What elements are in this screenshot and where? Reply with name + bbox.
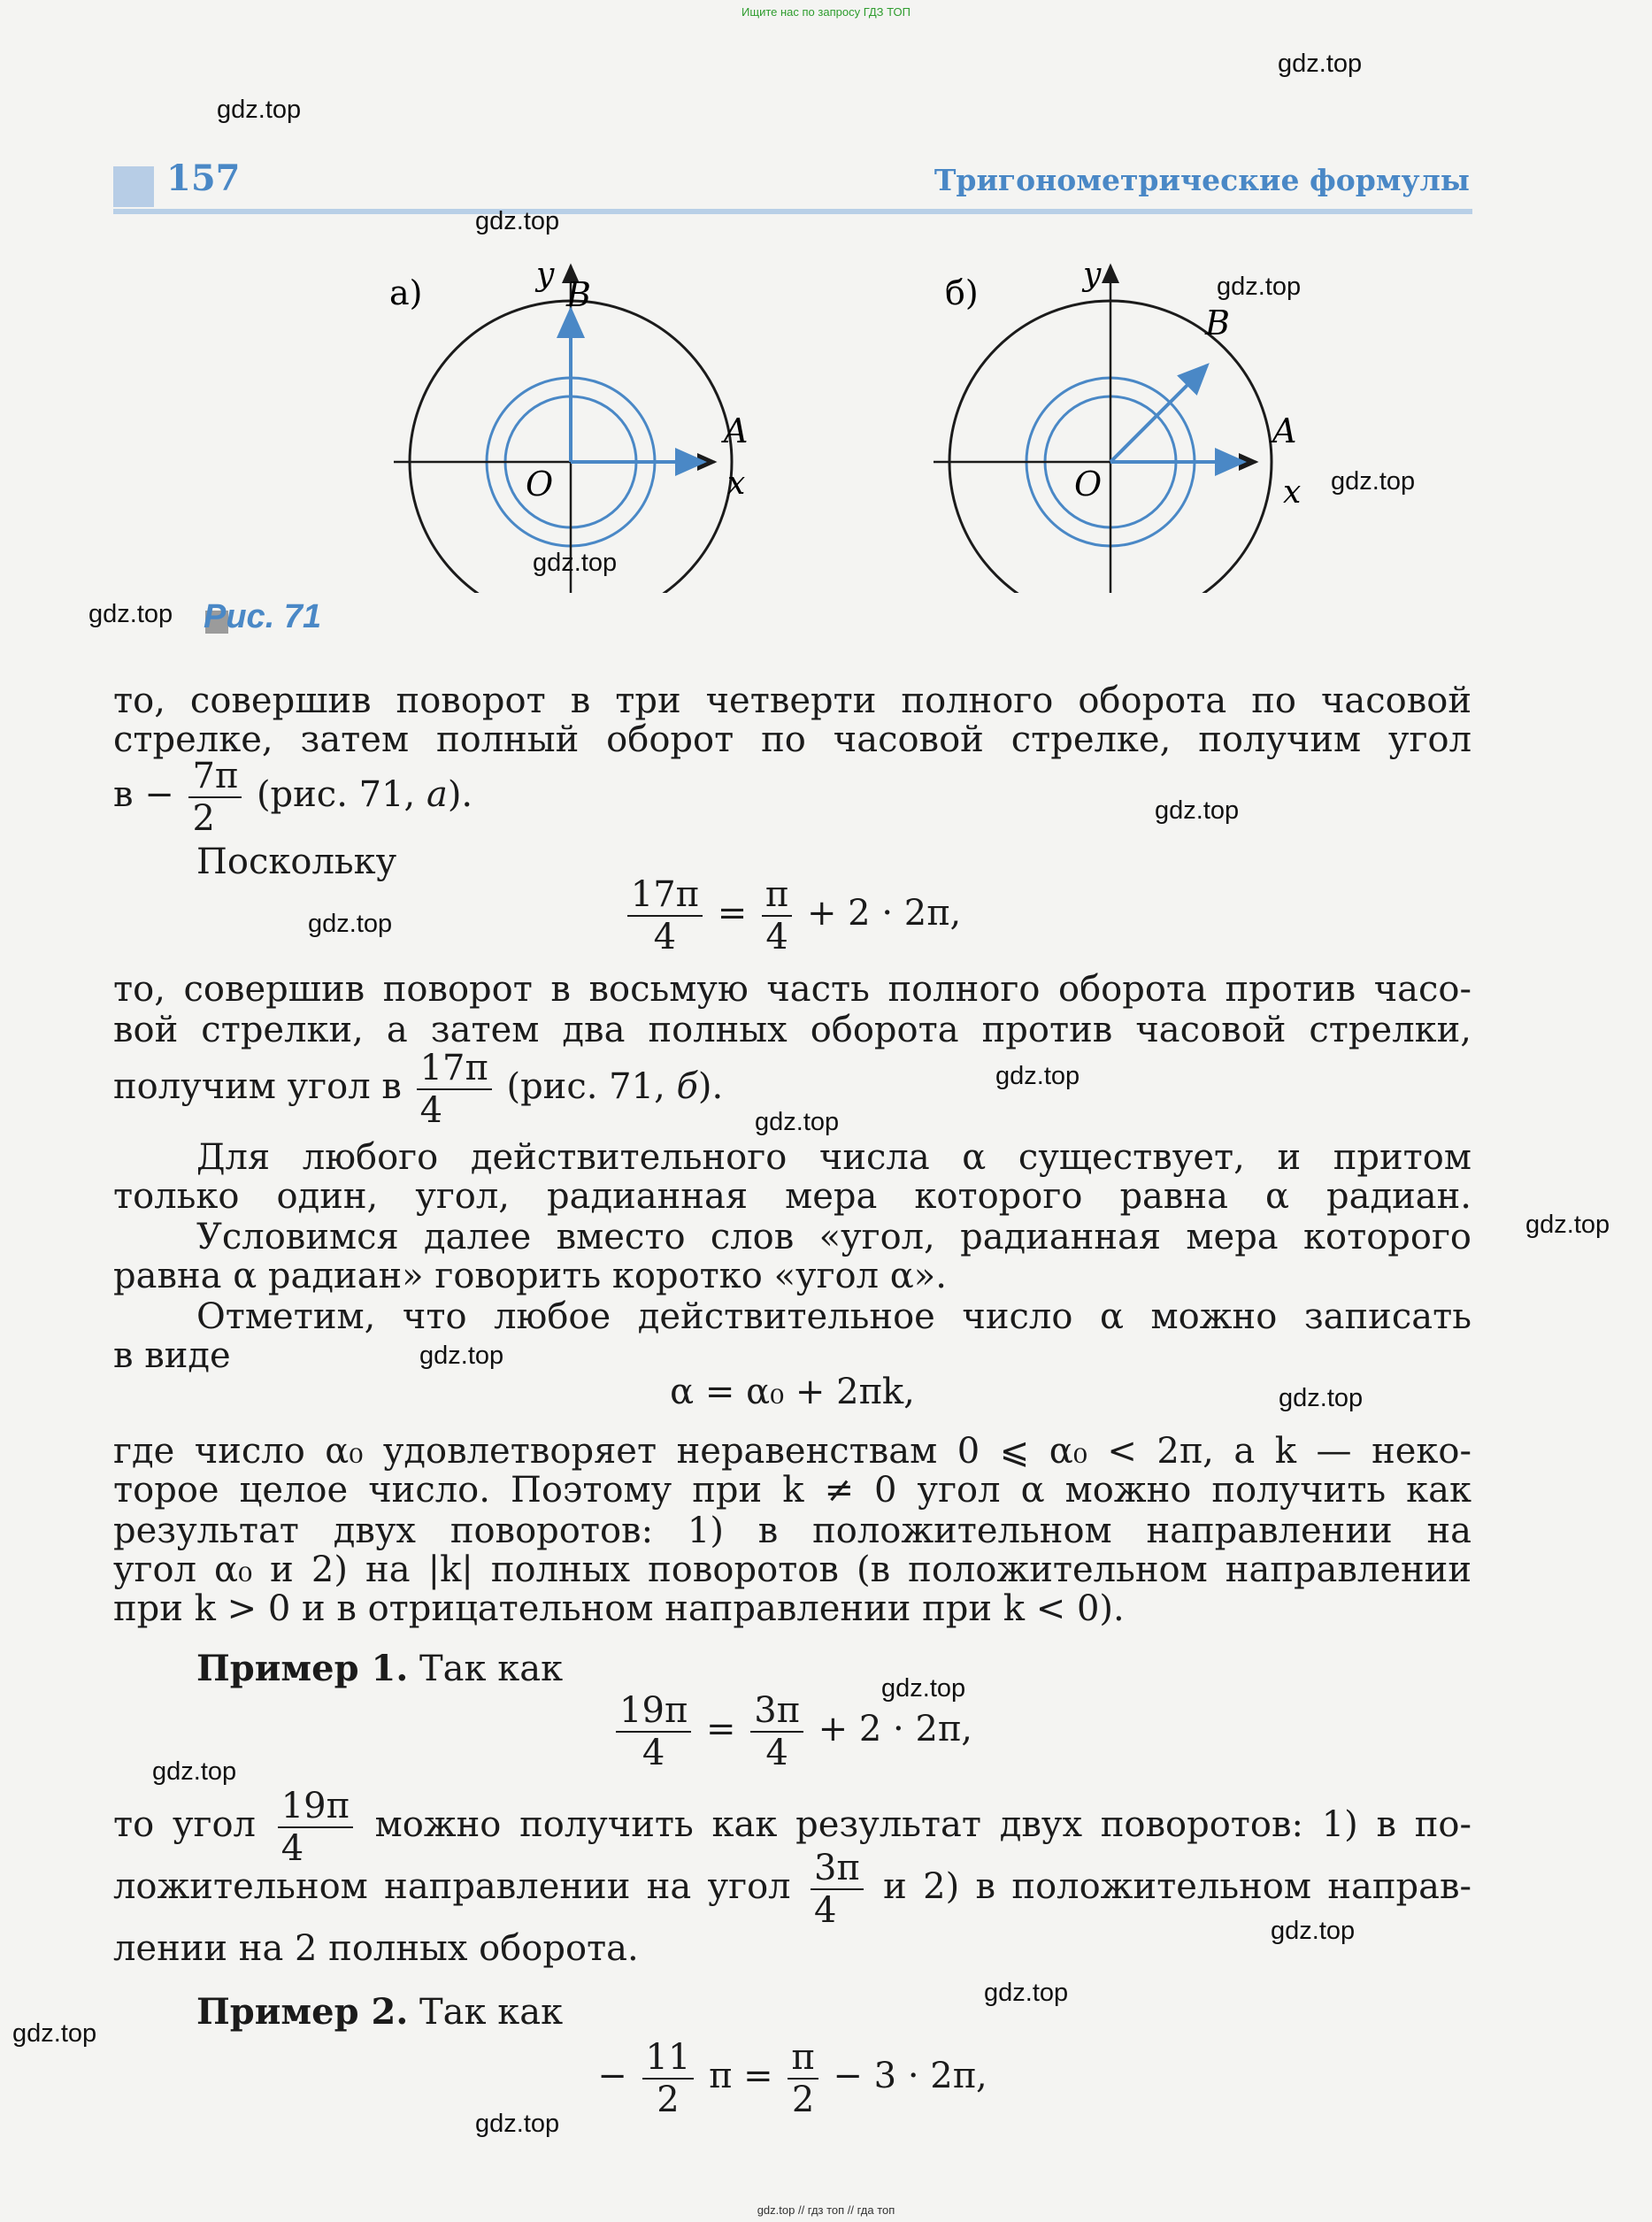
math-operator: =: [717, 893, 748, 934]
panel-b-label: б): [945, 273, 979, 312]
fraction-denominator: 4: [765, 1733, 788, 1773]
example-label: Пример 2.: [196, 1991, 409, 2033]
fraction-numerator: 7π: [188, 756, 242, 798]
watermark-text: gdz.top: [217, 96, 302, 124]
formula-line: [113, 2032, 1471, 2120]
panel-a-axis-y: y: [536, 257, 555, 293]
top-watermark-note: Ищите нас по запросу ГДЗ ТОП: [741, 5, 911, 19]
fraction-denominator: 4: [765, 917, 788, 957]
text-line: стрелке, затем полный оборот по часовой стрелке, получим угол: [113, 719, 1471, 760]
fraction-denominator: 4: [653, 917, 677, 957]
panel-a-point-a: A: [724, 411, 749, 450]
watermark-text: gdz.top: [995, 1062, 1080, 1090]
fraction-denominator: 4: [280, 1828, 304, 1869]
fraction-denominator: 4: [419, 1090, 443, 1131]
figure-caption: Рис. 71: [204, 598, 322, 635]
text-line: в виде: [113, 1335, 231, 1376]
example-1-heading: [196, 1648, 904, 1690]
watermark-text: gdz.top: [1279, 1384, 1364, 1412]
bottom-watermark-note: gdz.top // гдз топ // гда топ: [757, 2203, 895, 2217]
fraction: [811, 1848, 864, 1931]
watermark-text: gdz.top: [755, 1108, 840, 1136]
watermark-text: gdz.top: [1271, 1917, 1356, 1945]
example-2-heading: [196, 1991, 904, 2034]
figure-71: [0, 239, 1652, 593]
text-line: результат двух поворотов: 1) в положительном направлении на: [113, 1511, 1471, 1551]
text-line: торое целое число. Поэтому при k ≠ 0 угол α можно получить как: [113, 1470, 1471, 1511]
text-fragment: (рис. 71,: [256, 774, 426, 815]
fraction: [762, 874, 792, 957]
text-line: равна α радиан» говорить коротко «угол α».: [113, 1256, 947, 1296]
fraction-denominator: 4: [813, 1890, 837, 1931]
text-fragment: (рис. 71,: [506, 1066, 677, 1107]
text-fragment: б: [676, 1066, 698, 1107]
watermark-text: gdz.top: [1155, 796, 1240, 825]
text-fragment: Так как: [419, 1992, 564, 2033]
text-line: Отметим, что любое действительное число α можно записать: [196, 1296, 1471, 1337]
watermark-text: gdz.top: [475, 207, 560, 235]
fraction: [750, 1690, 803, 1773]
fraction-numerator: π: [788, 2037, 818, 2080]
text-line: Условимся далее вместо слов «угол, радианная мера которого: [196, 1217, 1471, 1257]
math-term: π =: [709, 2056, 773, 2096]
example-label: Пример 1.: [196, 1648, 409, 1689]
math-operator: −: [597, 2056, 627, 2096]
text-fragment: Так как: [419, 1649, 564, 1689]
watermark-text: gdz.top: [308, 910, 393, 938]
text-fragment: то угол: [113, 1804, 256, 1845]
watermark-text: gdz.top: [1278, 50, 1363, 78]
fraction-numerator: 3π: [811, 1848, 864, 1890]
fraction-numerator: 17π: [417, 1048, 492, 1090]
figure-panel-a: [389, 257, 748, 593]
math-operator: =: [705, 1709, 736, 1749]
text-line: Для любого действительного числа α существует, и притом: [196, 1137, 1471, 1178]
fraction-numerator: π: [762, 874, 792, 917]
panel-a-origin: O: [526, 465, 554, 504]
fraction: [616, 1690, 691, 1773]
fraction: [417, 1048, 492, 1131]
fraction-numerator: 17π: [627, 874, 703, 917]
panel-b-origin: O: [1074, 465, 1103, 504]
page-number-marker: [113, 166, 154, 207]
text-fragment: ).: [697, 1066, 724, 1107]
watermark-text: gdz.top: [1331, 467, 1416, 496]
fraction-numerator: 3π: [750, 1690, 803, 1733]
fraction-numerator: 11: [642, 2037, 695, 2080]
panel-b-axis-x: x: [1283, 474, 1302, 511]
formula-line: [113, 1685, 1471, 1773]
panel-a-point-b: B: [566, 275, 591, 314]
page-number: 157: [166, 158, 241, 199]
fraction-denominator: 2: [791, 2080, 815, 2120]
fraction: [188, 756, 242, 839]
text-line: то, совершив поворот в три четверти полного оборота по часовой: [113, 680, 1471, 721]
header-rule: [113, 209, 1472, 214]
watermark-text: gdz.top: [475, 2110, 560, 2138]
fraction-denominator: 4: [642, 1733, 665, 1773]
text-line: [113, 756, 1471, 839]
watermark-text: gdz.top: [533, 549, 618, 577]
text-line: где число α₀ удовлетворяет неравенствам 0 ⩽ α₀ < 2π, а k — неко-: [113, 1431, 1471, 1472]
watermark-text: gdz.top: [1525, 1211, 1610, 1239]
text-line: лении на 2 полных оборота.: [113, 1928, 639, 1969]
watermark-text: gdz.top: [12, 2019, 97, 2048]
text-line: Поскольку: [196, 842, 397, 882]
watermark-text: gdz.top: [881, 1674, 966, 1703]
fraction-numerator: 19π: [278, 1786, 353, 1828]
fraction: [788, 2037, 818, 2120]
text-line: только один, угол, радианная мера которого равна α радиан.: [113, 1176, 1471, 1217]
watermark-text: gdz.top: [984, 1979, 1069, 2007]
watermark-text: gdz.top: [419, 1342, 504, 1370]
math-term: + 2 · 2π,: [818, 1709, 972, 1749]
panel-b-axis-y: y: [1083, 257, 1102, 293]
running-title: Тригонометрические формулы: [934, 163, 1470, 197]
watermark-text: gdz.top: [152, 1757, 237, 1786]
text-line: [113, 1844, 1471, 1929]
text-fragment: ложительном направлении на угол: [113, 1866, 791, 1907]
text-fragment: и 2) в положительном направ-: [883, 1866, 1471, 1907]
text-fragment: можно получить как результат двух поворотов: 1) в по-: [374, 1804, 1472, 1845]
panel-b-point-b: B: [1205, 304, 1230, 342]
panel-a-axis-x: x: [727, 465, 746, 502]
watermark-text: gdz.top: [88, 600, 173, 628]
text-fragment: ).: [447, 774, 473, 815]
fraction: [642, 2037, 695, 2120]
fraction-denominator: 2: [657, 2080, 680, 2120]
fraction-denominator: 2: [192, 798, 215, 839]
figure-panel-b: [934, 257, 1301, 593]
text-fragment: получим угол в: [113, 1066, 402, 1107]
fraction: [627, 874, 703, 957]
math-term: + 2 · 2π,: [806, 893, 962, 934]
text-fragment: в −: [113, 774, 174, 815]
text-line: то, совершив поворот в восьмую часть полного оборота против часо-: [113, 969, 1471, 1010]
panel-a-label: а): [389, 273, 423, 312]
text-line: вой стрелки, а затем два полных оборота против часовой стрелки,: [113, 1010, 1471, 1050]
text-fragment: а: [426, 774, 448, 815]
text-line: при k > 0 и в отрицательном направлении при k < 0).: [113, 1588, 1125, 1629]
text-line: угол α₀ и 2) на |k| полных поворотов (в положительном направлении: [113, 1549, 1471, 1590]
fraction-numerator: 19π: [616, 1690, 691, 1733]
panel-b-point-a: A: [1272, 411, 1297, 450]
formula-alpha: α = α₀ + 2πk,: [670, 1372, 915, 1412]
watermark-text: gdz.top: [1217, 273, 1302, 301]
math-term: − 3 · 2π,: [833, 2056, 987, 2096]
